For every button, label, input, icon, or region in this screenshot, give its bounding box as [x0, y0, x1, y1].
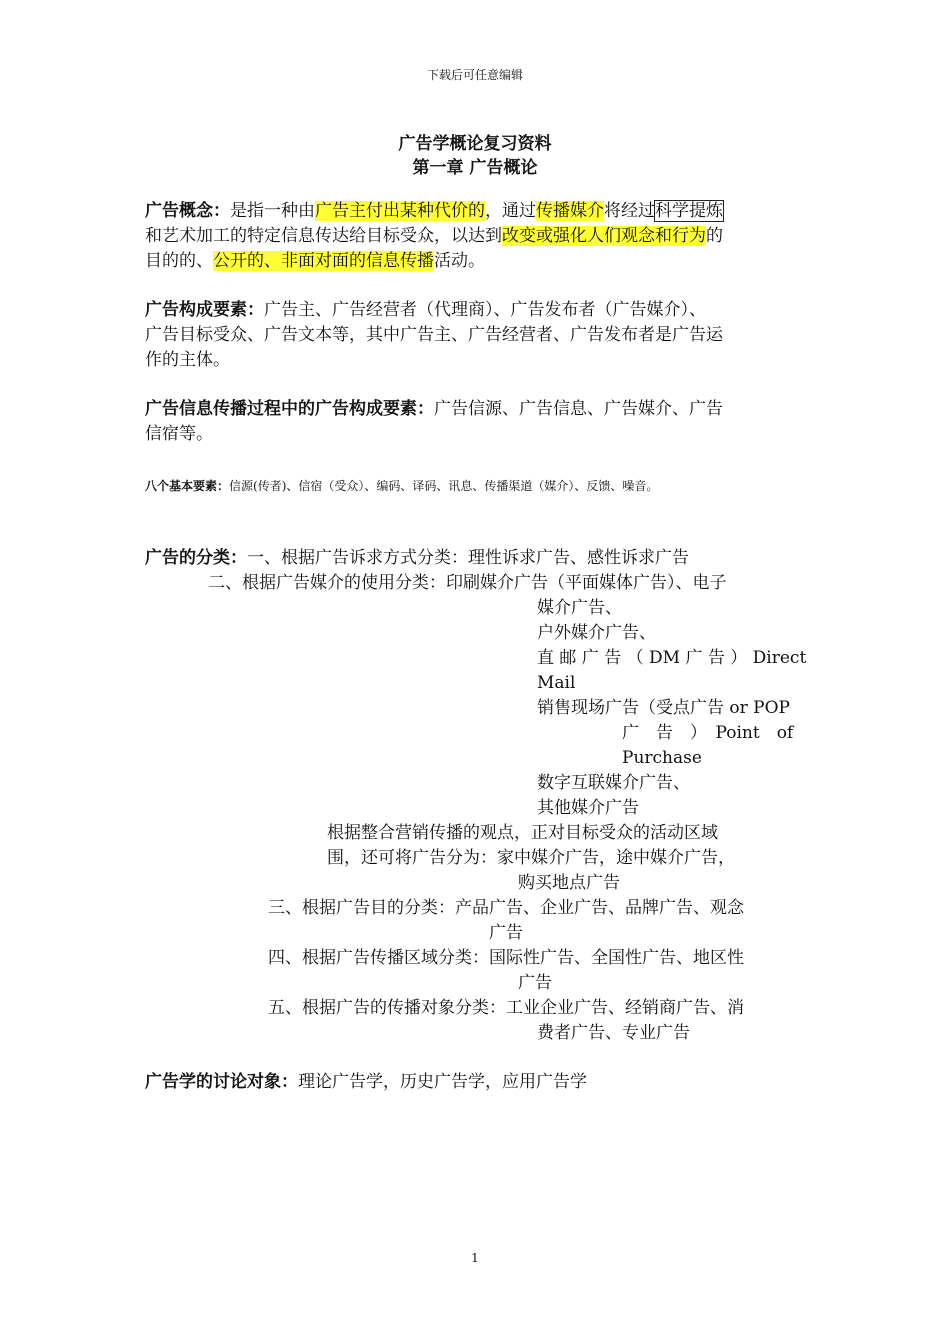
media-item-electronic: 媒介广告、 — [537, 598, 622, 618]
process-label: 广告信息传播过程中的广告构成要素： — [145, 399, 434, 419]
elements-line-2: 广告目标受众、广告文本等，其中广告主、广告经营者、广告发布者是广告运 — [145, 325, 723, 345]
media-item-other: 其他媒介广告 — [537, 798, 639, 818]
concept-text: 目的的、 — [145, 251, 213, 271]
classification-line-1 — [145, 546, 689, 571]
concept-line-1 — [145, 199, 723, 224]
classification-item-5: 五、根据广告的传播对象分类：工业企业广告、经销商广告、消 — [268, 998, 744, 1018]
eight-label: 八个基本要素： — [145, 479, 230, 493]
objects-text: 理论广告学，历史广告学，应用广告学 — [298, 1072, 587, 1092]
classification-item-2: 二、根据广告媒介的使用分类：印刷媒介广告（平面媒体广告）、电子 — [208, 573, 727, 593]
concept-label: 广告概念： — [145, 201, 230, 221]
classification-item-4: 四、根据广告传播区域分类：国际性广告、全国性广告、地区性 — [268, 948, 744, 968]
boxed-text: 科学提炼 — [655, 201, 723, 221]
eight-text: 信源(传者)、信宿（受众）、编码、译码、讯息、传播渠道（媒介）、反馈、噪音。 — [229, 479, 659, 493]
classification-item-3-cont: 广告 — [489, 923, 523, 943]
media-item-pop-cont-2: Purchase — [622, 748, 702, 768]
highlight-goal: 改变或强化人们观念和行为 — [502, 226, 706, 246]
page-header: 下载后可任意编辑 — [426, 68, 523, 82]
imc-line-3: 购买地点广告 — [518, 873, 620, 893]
classification-item-5-cont: 费者广告、专业广告 — [537, 1023, 690, 1043]
elements-label: 广告构成要素： — [145, 300, 264, 320]
document-title: 广告学概论复习资料 — [398, 134, 552, 154]
process-line-1 — [145, 397, 723, 422]
chapter-title: 第一章 广告概论 — [412, 158, 538, 178]
highlight-public: 公开的、非面对面的信息传播 — [213, 251, 434, 271]
concept-text: ，通过 — [485, 201, 536, 221]
concept-text: 活动。 — [434, 251, 485, 271]
concept-text: 的 — [706, 226, 723, 246]
elements-text: 广告主、广告经营者（代理商）、广告发布者（广告媒介）、 — [264, 300, 706, 320]
objects-label: 广告学的讨论对象： — [145, 1072, 298, 1092]
media-item-pop-cont: 广 告 ） Point of — [622, 723, 794, 743]
concept-text: 是指一种由 — [230, 201, 315, 221]
media-item-pop: 销售现场广告（受点广告 or POP — [537, 698, 790, 718]
media-item-digital: 数字互联媒介广告、 — [537, 773, 690, 793]
elements-line-1 — [145, 298, 706, 323]
concept-line-2 — [145, 224, 723, 249]
page-number: 1 — [471, 1251, 479, 1265]
concept-text: 和艺术加工的特定信息传达给目标受众，以达到 — [145, 226, 502, 246]
eight-elements — [145, 474, 658, 499]
classification-label: 广告的分类： — [145, 548, 247, 568]
classification-item-4-cont: 广告 — [518, 973, 552, 993]
imc-line-2: 围，还可将广告分为：家中媒介广告，途中媒介广告， — [327, 848, 735, 868]
highlight-advertiser: 广告主付出某种代价的 — [315, 201, 485, 221]
media-item-direct-mail: 直 邮 广 告 （ DM 广 告 ） Direct — [537, 648, 807, 668]
media-item-outdoor: 户外媒介广告、 — [537, 623, 656, 643]
elements-line-3: 作的主体。 — [145, 350, 230, 370]
classification-item-3: 三、根据广告目的分类：产品广告、企业广告、品牌广告、观念 — [268, 898, 744, 918]
concept-text: 将经过 — [604, 201, 655, 221]
media-item-direct-mail-cont: Mail — [537, 673, 576, 693]
imc-line-1: 根据整合营销传播的观点，正对目标受众的活动区域 — [327, 823, 718, 843]
objects-line — [145, 1070, 587, 1095]
classification-text: 一、根据广告诉求方式分类：理性诉求广告、感性诉求广告 — [247, 548, 689, 568]
concept-line-3 — [145, 249, 485, 274]
process-line-2: 信宿等。 — [145, 424, 213, 444]
process-text: 广告信源、广告信息、广告媒介、广告 — [434, 399, 723, 419]
highlight-media: 传播媒介 — [536, 201, 604, 221]
